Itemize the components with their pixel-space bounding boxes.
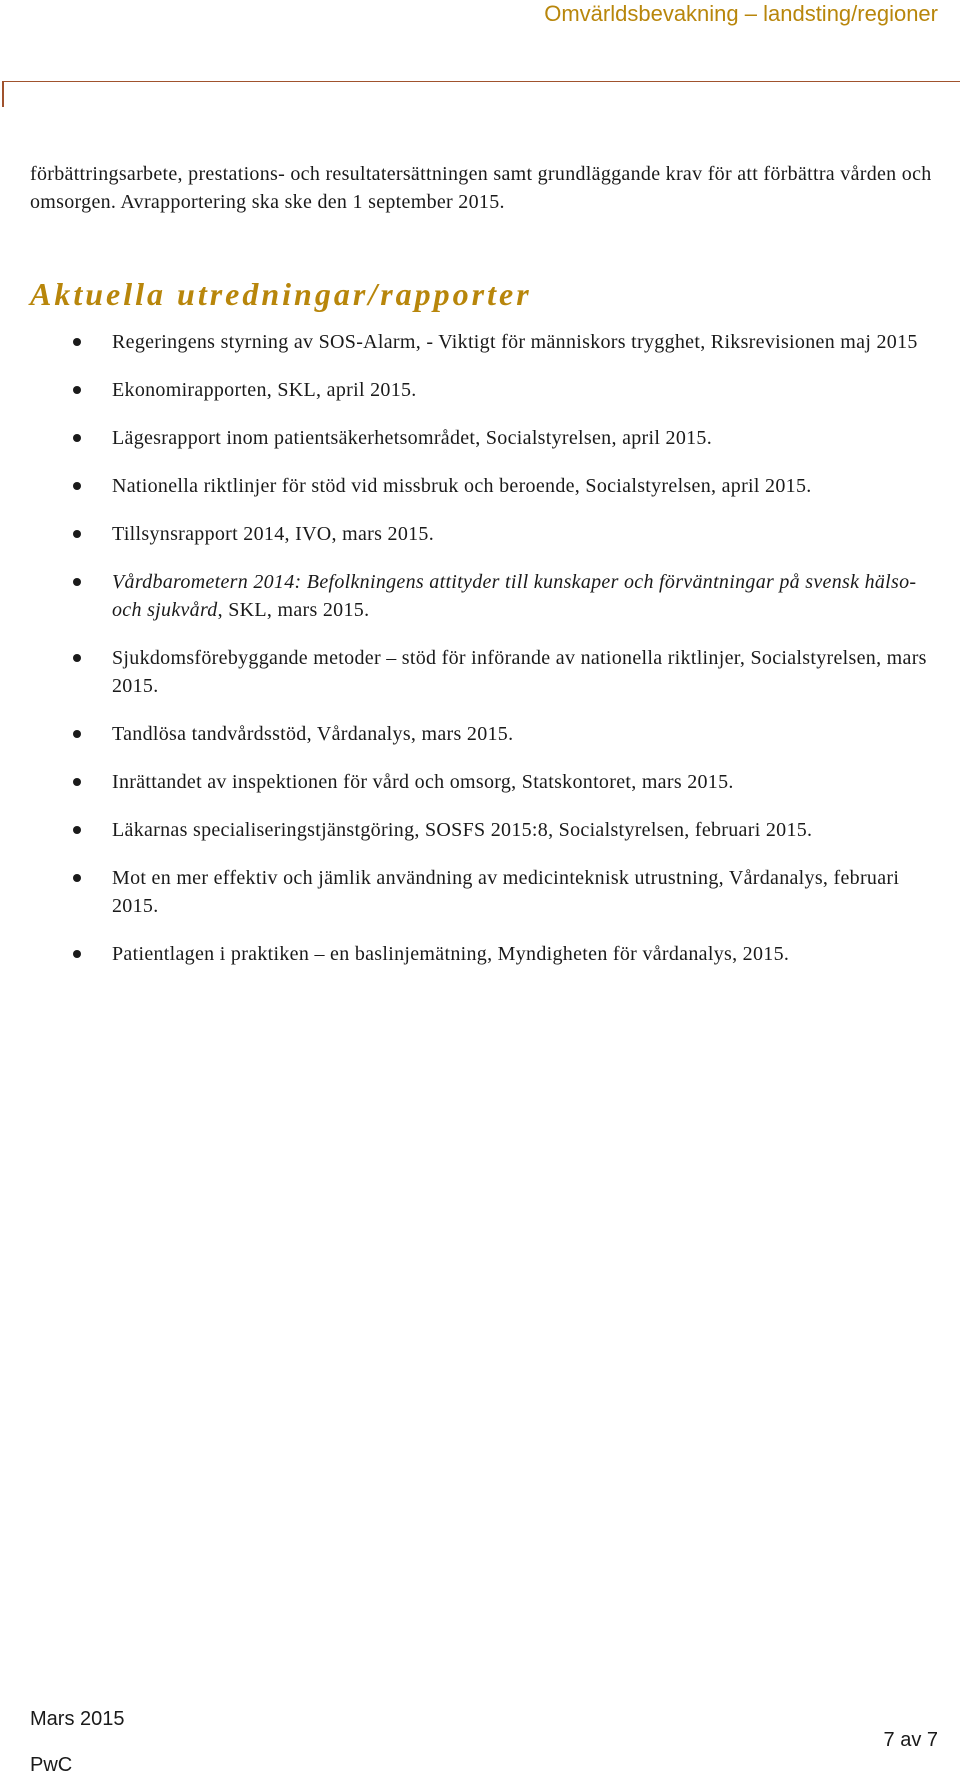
list-item (30, 520, 942, 548)
list-item-italic-title: Vårdbarometern 2014: Befolkningens attityder till kunskaper och förväntningar på svensk hälso- och sjukvård (112, 571, 917, 621)
bullet-icon (73, 874, 81, 882)
section-heading: Aktuella utredningar/rapporter (30, 276, 532, 312)
page-content (30, 160, 942, 988)
list-item-text: Ekonomirapporten, SKL, april 2015. (112, 379, 417, 401)
list-item-text: Patientlagen i praktiken – en baslinjemätning, Myndigheten för vårdanalys, 2015. (112, 943, 790, 965)
header-rule-tick (2, 81, 4, 107)
bullet-icon (73, 386, 81, 394)
list-item (30, 864, 942, 920)
list-item (30, 376, 942, 404)
header-rule (2, 81, 960, 82)
intro-paragraph: förbättringsarbete, prestations- och resultatersättningen samt grundläggande krav för att förbättra vården och omsorgen. Avrapportering ska ske den 1 september 2015. (30, 163, 932, 213)
bullet-icon (73, 338, 81, 346)
list-item (30, 472, 942, 500)
bullet-icon (73, 434, 81, 442)
list-item (30, 768, 942, 796)
bullet-icon (73, 778, 81, 786)
footer-date: Mars 2015 (30, 1708, 125, 1730)
list-item-text: Inrättandet av inspektionen för vård och omsorg, Statskontoret, mars 2015. (112, 771, 734, 793)
report-list (30, 328, 942, 968)
list-item-text: Tandlösa tandvårdsstöd, Vårdanalys, mars 2015. (112, 723, 514, 745)
footer-company: PwC (30, 1754, 73, 1776)
bullet-icon (73, 654, 81, 662)
list-item-text: Tillsynsrapport 2014, IVO, mars 2015. (112, 523, 435, 545)
list-item (30, 720, 942, 748)
list-item-text: Nationella riktlinjer för stöd vid missbruk och beroende, Socialstyrelsen, april 2015. (112, 475, 812, 497)
list-item (30, 816, 942, 844)
bullet-icon (73, 950, 81, 958)
bullet-icon (73, 826, 81, 834)
list-item-text: Sjukdomsförebyggande metoder – stöd för införande av nationella riktlinjer, Socialstyrelsen, mars 2015. (112, 647, 927, 697)
list-item (30, 568, 942, 624)
list-item (30, 328, 942, 356)
page-number: 7 av 7 (883, 1729, 938, 1751)
list-item (30, 424, 942, 452)
bullet-icon (73, 578, 81, 586)
bullet-icon (73, 730, 81, 738)
list-item-text: Lägesrapport inom patientsäkerhetsområdet, Socialstyrelsen, april 2015. (112, 427, 713, 449)
bullet-icon (73, 482, 81, 490)
bullet-icon (73, 530, 81, 538)
list-item (30, 940, 942, 968)
list-item-text: , SKL, mars 2015. (217, 599, 370, 621)
list-item (30, 644, 942, 700)
list-item-text: Regeringens styrning av SOS-Alarm, - Viktigt för människors trygghet, Riksrevisionen maj 2015 (112, 331, 918, 353)
list-item-text: Mot en mer effektiv och jämlik användning av medicinteknisk utrustning, Vårdanalys, februari 2015. (112, 867, 900, 917)
running-header-title: Omvärldsbevakning – landsting/regioner (544, 1, 938, 26)
list-item-text: Läkarnas specialiseringstjänstgöring, SOSFS 2015:8, Socialstyrelsen, februari 2015. (112, 819, 813, 841)
